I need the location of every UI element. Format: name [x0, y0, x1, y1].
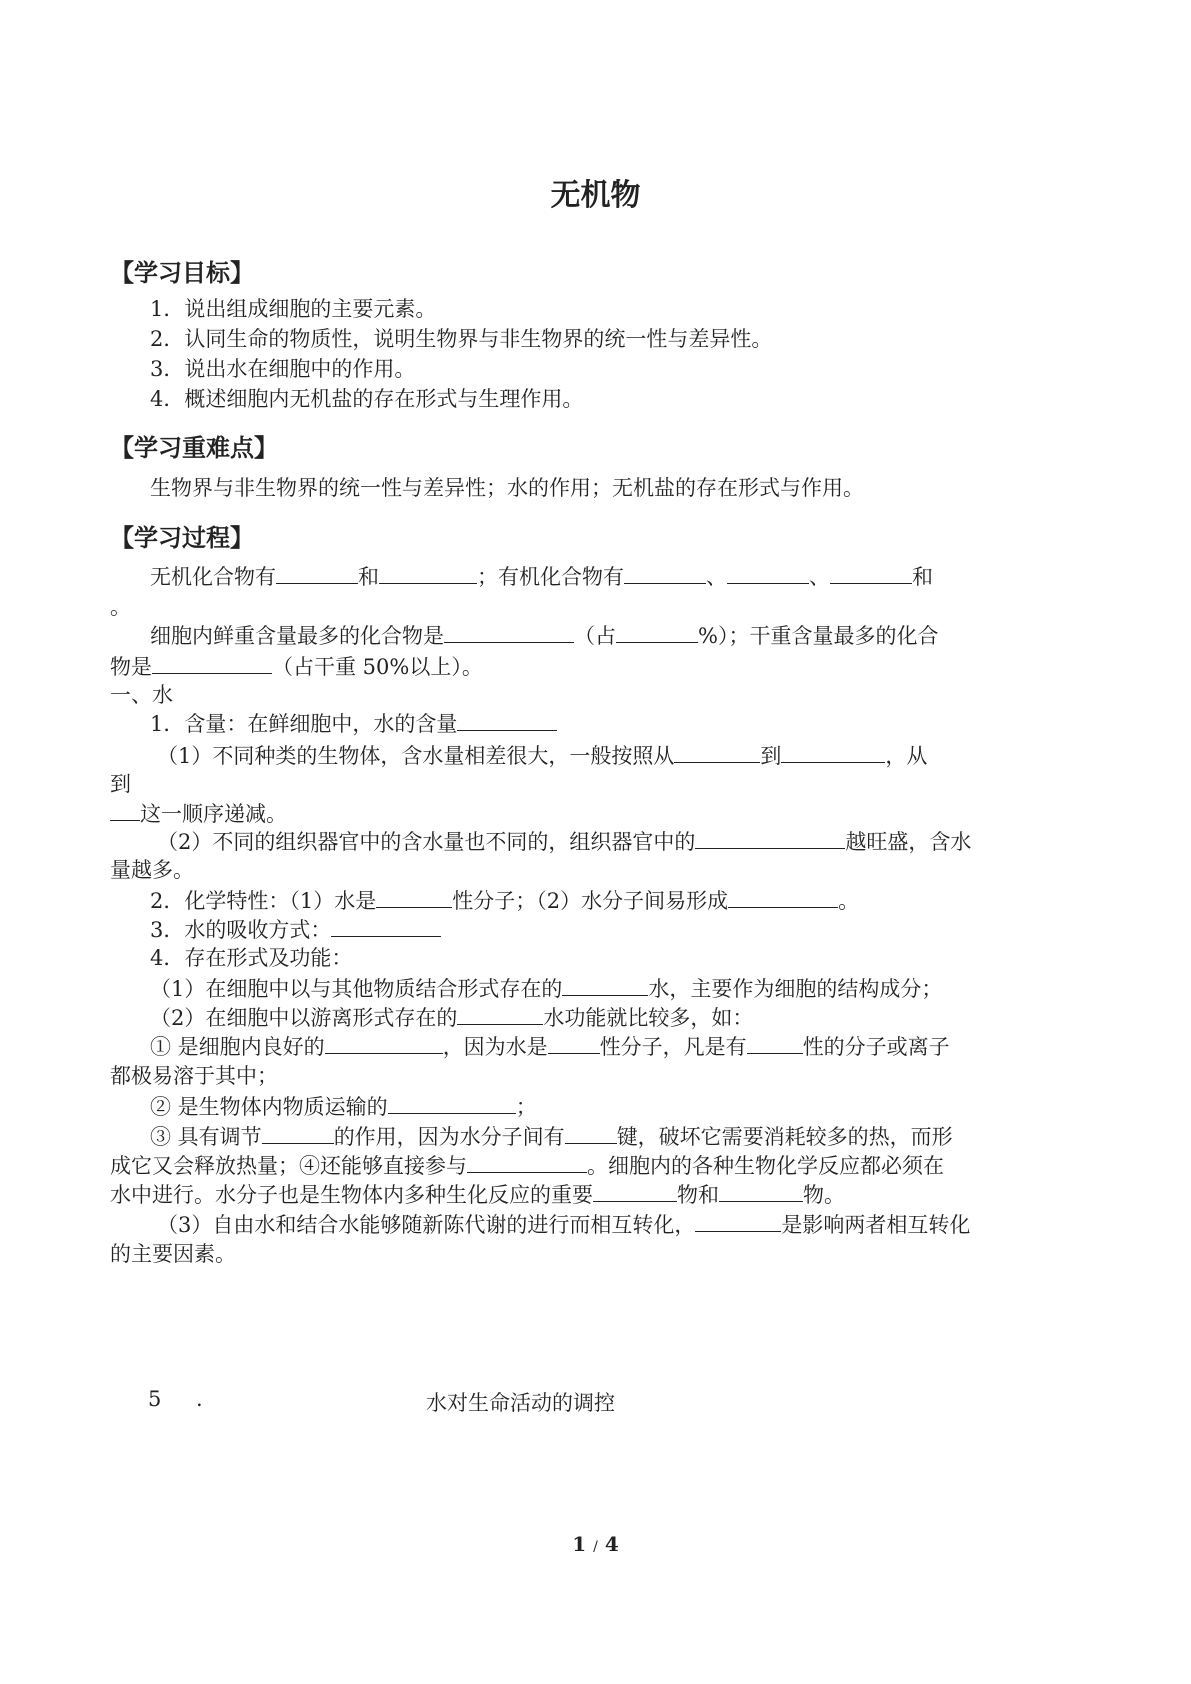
- answer-blank[interactable]: [624, 561, 706, 584]
- process-line: [150, 1002, 1130, 1033]
- goal-item: 3．说出水在细胞中的作用。: [150, 357, 416, 381]
- process-line: [110, 651, 1090, 682]
- text: 和: [912, 565, 933, 589]
- answer-blank[interactable]: [379, 561, 477, 584]
- process-line: [110, 798, 1090, 829]
- process-line: 都极易溶于其中；: [110, 1064, 278, 1088]
- process-heading: 【学习过程】: [110, 524, 254, 552]
- process-line: [157, 826, 1137, 857]
- process-line: [150, 973, 1130, 1004]
- text: 水功能就比较多，如：: [543, 1006, 754, 1030]
- process-line: [110, 1150, 1090, 1181]
- process-line: [150, 1031, 1130, 1062]
- text: 性的分子或离子: [802, 1035, 950, 1059]
- answer-blank[interactable]: [376, 885, 452, 908]
- text: 物。: [803, 1183, 845, 1207]
- process-line: 的主要因素。: [110, 1242, 236, 1266]
- text: 性分子；（2）水分子间易形成: [452, 889, 729, 913]
- process-line: [157, 740, 1137, 771]
- answer-blank[interactable]: [152, 651, 272, 674]
- answer-blank[interactable]: [331, 914, 441, 937]
- page-separator: /: [593, 1539, 598, 1555]
- process-line: [150, 914, 1130, 945]
- text: 。: [838, 889, 860, 913]
- process-line: 4．存在形式及功能：: [150, 946, 353, 970]
- answer-blank[interactable]: [695, 1209, 781, 1232]
- text: 成它又会释放热量；④还能够直接参与: [110, 1154, 467, 1178]
- process-line: [150, 1091, 1130, 1122]
- text: （1）在细胞中以与其他物质结合形式存在的: [150, 977, 563, 1001]
- text: 。细胞内的各种生物化学反应都必须在: [587, 1154, 944, 1178]
- text: （占: [574, 624, 616, 648]
- answer-blank[interactable]: [616, 620, 698, 643]
- text: 的作用，因为水分子间有: [333, 1125, 565, 1149]
- difficulty-heading: 【学习重难点】: [110, 434, 278, 462]
- answer-blank[interactable]: [467, 1150, 587, 1173]
- process-line: [150, 708, 1130, 739]
- answer-blank[interactable]: [276, 561, 358, 584]
- answer-blank[interactable]: [457, 708, 557, 731]
- difficulty-text: 生物界与非生物界的统一性与差异性；水的作用；无机盐的存在形式与作用。: [150, 476, 864, 500]
- section-number: 5: [148, 1387, 162, 1411]
- text: （2）在细胞中以游离形式存在的: [150, 1006, 458, 1030]
- process-line: [150, 885, 1130, 916]
- answer-blank[interactable]: [388, 1091, 516, 1114]
- text: 水，主要作为细胞的结构成分；: [648, 977, 943, 1001]
- text: 物是: [110, 655, 152, 679]
- section-dot: .: [196, 1387, 203, 1411]
- text: （3）自由水和结合水能够随新陈代谢的进行而相互转化，: [157, 1213, 696, 1237]
- text: 越旺盛，含水: [845, 830, 972, 854]
- text: 是影响两者相互转化: [781, 1213, 971, 1237]
- text: ，从: [885, 744, 928, 768]
- answer-blank[interactable]: [695, 826, 845, 849]
- answer-blank[interactable]: [674, 740, 760, 763]
- text: %）；干重含量最多的化合: [698, 624, 939, 648]
- text: 3．水的吸收方式：: [150, 918, 332, 942]
- text: 这一顺序递减。: [140, 802, 287, 826]
- answer-blank[interactable]: [565, 1121, 617, 1144]
- answer-blank[interactable]: [548, 1031, 600, 1054]
- text: （占干重 50%以上）。: [272, 655, 483, 679]
- process-line: [150, 561, 1130, 592]
- section-title: 水对生命活动的调控: [426, 1391, 615, 1415]
- text: ① 是细胞内良好的: [150, 1035, 325, 1059]
- text: ，因为水是: [442, 1035, 548, 1059]
- process-line: 量越多。: [110, 858, 194, 882]
- page-total: 4: [604, 1532, 619, 1556]
- process-line: 。: [110, 595, 131, 619]
- text: 到: [760, 744, 782, 768]
- goals-heading: 【学习目标】: [110, 259, 254, 287]
- text: 2．化学特性：（1）水是: [150, 889, 377, 913]
- answer-blank[interactable]: [562, 973, 648, 996]
- goal-item: 4．概述细胞内无机盐的存在形式与生理作用。: [150, 387, 584, 411]
- answer-blank[interactable]: [719, 1179, 803, 1202]
- answer-blank[interactable]: [110, 798, 140, 821]
- process-line: [150, 620, 1130, 651]
- goal-item: 1．说出组成细胞的主要元素。: [150, 297, 437, 321]
- text: 物和: [677, 1183, 719, 1207]
- text: ；: [515, 1095, 537, 1119]
- text: ；有机化合物有: [477, 565, 624, 589]
- text: 水中进行。水分子也是生物体内多种生化反应的重要: [110, 1183, 593, 1207]
- text: ③ 具有调节: [150, 1125, 262, 1149]
- page-current: 1: [572, 1532, 587, 1556]
- answer-blank[interactable]: [593, 1179, 677, 1202]
- answer-blank[interactable]: [781, 740, 885, 763]
- page-number: [0, 1532, 1191, 1556]
- page-title: 无机物: [550, 178, 641, 213]
- text: 、: [706, 565, 727, 589]
- goal-item: 2．认同生命的物质性，说明生物界与非生物界的统一性与差异性。: [150, 327, 773, 351]
- text: ② 是生物体内物质运输的: [150, 1095, 388, 1119]
- answer-blank[interactable]: [444, 620, 574, 643]
- process-line: [110, 1179, 1090, 1210]
- answer-blank[interactable]: [325, 1031, 443, 1054]
- text: 无机化合物有: [150, 565, 276, 589]
- text: 、: [809, 565, 830, 589]
- process-line: 到: [110, 772, 131, 796]
- process-line: [157, 1209, 1137, 1240]
- text: （1）不同种类的生物体，含水量相差很大，一般按照从: [157, 744, 675, 768]
- text: 键，破坏它需要消耗较多的热，而形: [616, 1125, 953, 1149]
- answer-blank[interactable]: [457, 1002, 543, 1025]
- answer-blank[interactable]: [728, 885, 838, 908]
- text: 性分子，凡是有: [599, 1035, 747, 1059]
- water-heading: 一、水: [110, 683, 173, 707]
- answer-blank[interactable]: [262, 1121, 334, 1144]
- answer-blank[interactable]: [727, 561, 809, 584]
- text: （2）不同的组织器官中的含水量也不同的，组织器官中的: [157, 830, 696, 854]
- text: 细胞内鲜重含量最多的化合物是: [150, 624, 444, 648]
- text: 1．含量：在鲜细胞中，水的含量: [150, 712, 458, 736]
- process-line: [150, 1121, 1130, 1152]
- answer-blank[interactable]: [747, 1031, 803, 1054]
- answer-blank[interactable]: [830, 561, 912, 584]
- text: 和: [358, 565, 379, 589]
